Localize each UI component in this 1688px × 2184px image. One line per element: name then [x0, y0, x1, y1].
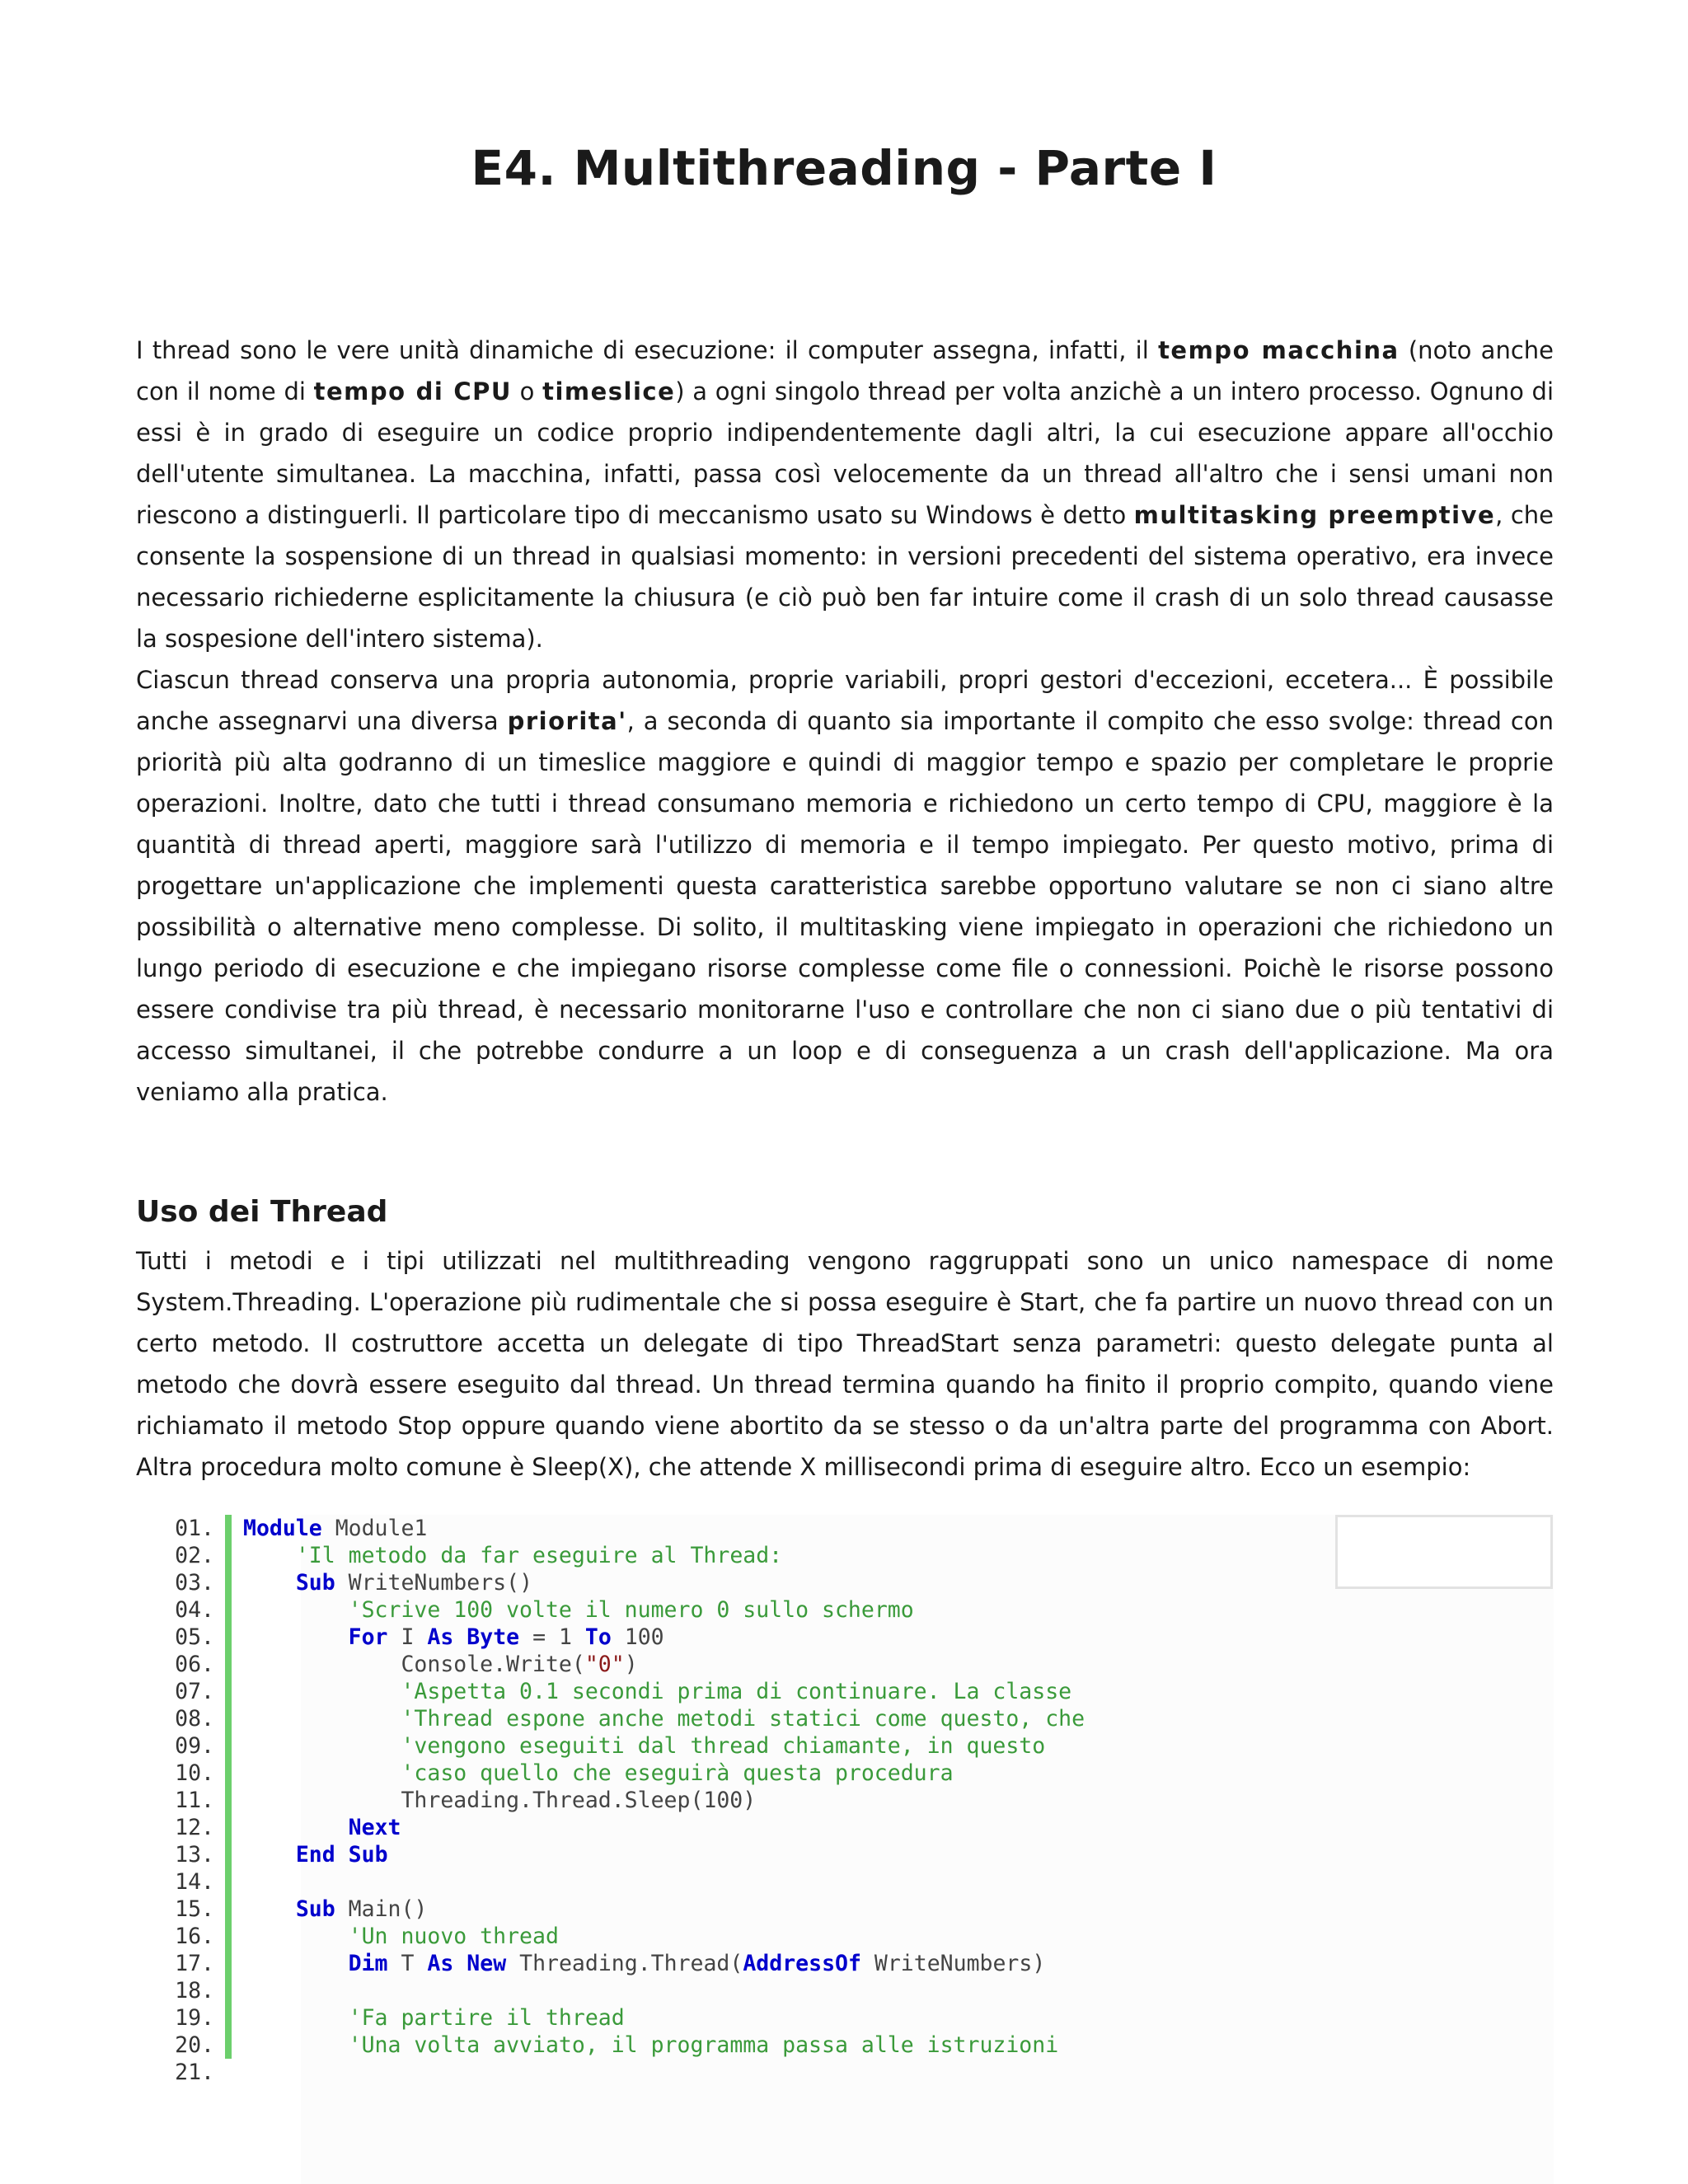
code-comment: 'Fa partire il thread: [348, 2005, 625, 2031]
code-text: [243, 1760, 954, 1786]
code-token: [243, 2005, 349, 2031]
code-text: [243, 1706, 1085, 1732]
code-line: [136, 1542, 782, 1569]
code-text: [243, 1543, 782, 1568]
code-line: [136, 1569, 532, 1596]
line-number: 19.: [175, 2005, 214, 2031]
gutter-bar: [225, 1841, 232, 1868]
code-token: Console.Write(: [243, 1652, 585, 1677]
code-token: [243, 1624, 349, 1650]
code-text: [243, 1815, 401, 1840]
code-text: [243, 1652, 638, 1677]
code-text: [243, 1788, 756, 1813]
text-run: I thread sono le vere unità dinamiche di esecuzione: il computer assegna, infatti, il: [136, 336, 1159, 364]
bold-term: priorita': [507, 707, 627, 735]
section-paragraph: Tutti i metodi e i tipi utilizzati nel multithreading vengono raggruppati sono un unico namespace di nome System.Threading. L'operazione più rudimentale che si possa eseguire è Start, che fa partire un nuovo thread con un certo metodo. Il costruttore accetta un delegate di tipo ThreadStart senza parametri: questo delegate punta al metodo che dovrà essere eseguito dal thread. Un thread termina quando ha finito il proprio compito, quando viene richiamato il metodo Stop oppure quando viene abortito da se stesso o da un'altra parte del programma con Abort. Altra procedura molto comune è Sleep(X), che attende X millisecondi prima di eseguire altro. Ecco un esempio:: [136, 1247, 1554, 1481]
code-token: Threading.Thread(: [506, 1951, 743, 1976]
code-text: [243, 2032, 1058, 2058]
line-number: 07.: [175, 1679, 214, 1704]
line-number: 18.: [175, 1978, 214, 2004]
code-line: [136, 1678, 1071, 1705]
text-run: ) a ogni singolo thread per volta anzichè a un intero processo. Ognuno di essi è in grado di eseguire un codice proprio indipendentemente dagli altri, la cui esecuzione appare all'occhio dell'utente simultanea. La macchina, infatti, passa così velocemente da un thread all'altro che i sensi umani non riescono a distinguerli. Il particolare tipo di meccanismo usato su Windows è detto: [136, 377, 1554, 529]
code-line: [136, 1732, 1045, 1760]
gutter-bar: [225, 1678, 232, 1705]
code-line: [136, 2032, 1058, 2059]
gutter-bar: [225, 1950, 232, 1977]
code-keyword: New: [467, 1951, 507, 1976]
code-line: [136, 2004, 625, 2032]
line-number: 13.: [175, 1842, 214, 1868]
code-token: [243, 1597, 349, 1623]
code-token: [243, 1570, 296, 1596]
gutter-bar: [225, 1732, 232, 1760]
code-line: [136, 1896, 427, 1923]
code-comment: 'Aspetta 0.1 secondi prima di continuare. La classe: [401, 1679, 1072, 1704]
line-number: 17.: [175, 1951, 214, 1976]
gutter-bar: [225, 1896, 232, 1923]
gutter-bar: [225, 1624, 232, 1651]
code-line: [136, 1841, 388, 1868]
line-number: 09.: [175, 1733, 214, 1759]
text-run: (noto anche con il nome di: [136, 336, 1554, 405]
code-token: [453, 1951, 467, 1976]
gutter-bar: [225, 1977, 232, 2004]
gutter-bar: [225, 1651, 232, 1678]
bold-term: timeslice: [542, 377, 676, 405]
gutter-bar: [225, 1515, 232, 1542]
code-line: [136, 1596, 914, 1624]
code-keyword: Dim: [348, 1951, 388, 1976]
gutter-bar: [225, 1569, 232, 1596]
code-token: [243, 1842, 296, 1868]
code-token: [243, 1543, 296, 1568]
code-token: WriteNumbers(): [335, 1570, 533, 1596]
code-comment: 'Thread espone anche metodi statici come questo, che: [401, 1706, 1085, 1732]
bold-term: tempo di CPU: [313, 377, 512, 405]
intro-paragraph-1: [136, 330, 1554, 659]
section-heading: Uso dei Thread: [136, 1195, 388, 1229]
code-keyword: As: [427, 1624, 454, 1650]
code-line: [136, 1923, 559, 1950]
gutter-bar: [225, 2059, 232, 2086]
code-keyword: Sub: [295, 1896, 335, 1922]
code-line: [136, 1624, 664, 1651]
code-token: [243, 2032, 349, 2058]
gutter-bar: [225, 1787, 232, 1814]
bold-term: multitasking preemptive: [1133, 501, 1496, 529]
code-block: [136, 1515, 1554, 2184]
code-token: [243, 1924, 349, 1949]
gutter-bar: [225, 1868, 232, 1896]
code-line: [136, 1868, 243, 1896]
gutter-bar: [225, 1760, 232, 1787]
code-token: [243, 1733, 401, 1759]
code-keyword: Module: [243, 1516, 322, 1541]
code-keyword: Sub: [295, 1570, 335, 1596]
line-number: 03.: [175, 1570, 214, 1596]
code-text: [243, 1896, 427, 1922]
code-line: [136, 1977, 243, 2004]
code-comment: 'caso quello che eseguirà questa procedura: [401, 1760, 954, 1786]
code-text: [243, 1624, 664, 1650]
line-number: 12.: [175, 1815, 214, 1840]
code-text: [243, 1516, 427, 1541]
code-text: [243, 1842, 388, 1868]
code-token: WriteNumbers): [860, 1951, 1046, 1976]
gutter-bar: [225, 1596, 232, 1624]
code-token: I: [387, 1624, 428, 1650]
ad-placeholder-box: [1335, 1515, 1553, 1589]
code-text: [243, 1679, 1071, 1704]
code-token: ): [624, 1652, 638, 1677]
line-number: 15.: [175, 1896, 214, 1922]
code-text: [243, 1733, 1045, 1759]
code-token: Main(): [335, 1896, 428, 1922]
code-token: T: [387, 1951, 428, 1976]
line-number: 10.: [175, 1760, 214, 1786]
text-run: o: [511, 377, 543, 405]
code-token: [453, 1624, 467, 1650]
code-token: Threading.Thread.Sleep(100): [243, 1788, 757, 1813]
line-number: 08.: [175, 1706, 214, 1732]
code-text: [243, 2005, 625, 2031]
code-token: [335, 1842, 349, 1868]
code-token: 100: [611, 1624, 664, 1650]
code-line: [136, 2059, 243, 2086]
code-token: [243, 1706, 401, 1732]
code-line: [136, 1651, 638, 1678]
code-keyword: Sub: [348, 1842, 388, 1868]
code-line: [136, 1814, 401, 1841]
code-token: Module1: [321, 1516, 428, 1541]
code-comment: 'vengono eseguiti dal thread chiamante, in questo: [401, 1733, 1046, 1759]
line-number: 01.: [175, 1516, 214, 1541]
code-line: [136, 1760, 954, 1787]
code-text: [243, 1924, 559, 1949]
bold-term: tempo macchina: [1158, 336, 1400, 364]
code-comment: 'Il metodo da far eseguire al Thread:: [295, 1543, 783, 1568]
code-text: [243, 1570, 532, 1596]
text-run: , che consente la sospensione di un thread in qualsiasi momento: in versioni precedenti del sistema operativo, era invece necessario richiederne esplicitamente la chiusura (e ciò può ben far intuire come il crash di un solo thread causasse la sospesione dell'intero sistema).: [136, 501, 1554, 653]
code-line: [136, 1515, 427, 1542]
code-string: "0": [584, 1652, 625, 1677]
gutter-bar: [225, 1923, 232, 1950]
code-token: [243, 1896, 296, 1922]
gutter-bar: [225, 1814, 232, 1841]
code-comment: 'Scrive 100 volte il numero 0 sullo schermo: [348, 1597, 914, 1623]
line-number: 05.: [175, 1624, 214, 1650]
gutter-bar: [225, 1705, 232, 1732]
line-number: 02.: [175, 1543, 214, 1568]
code-keyword: AddressOf: [743, 1951, 861, 1976]
gutter-bar: [225, 2004, 232, 2032]
code-token: [243, 1951, 349, 1976]
line-number: 06.: [175, 1652, 214, 1677]
code-line: [136, 1787, 756, 1814]
intro-paragraph-2: [136, 659, 1554, 1113]
code-keyword: End: [295, 1842, 335, 1868]
line-number: 16.: [175, 1924, 214, 1949]
code-line: [136, 1705, 1085, 1732]
code-keyword: For: [348, 1624, 388, 1650]
text-run: Ciascun thread conserva una propria autonomia, proprie variabili, propri gestori d'eccezioni, eccetera... È possibile anche assegnarvi una diversa: [136, 666, 1554, 735]
gutter-bar: [225, 2032, 232, 2059]
page-title: E4. Multithreading - Parte I: [471, 140, 1217, 196]
code-text: [243, 1597, 914, 1623]
intro-text: [136, 330, 1554, 1113]
line-number: 14.: [175, 1869, 214, 1895]
code-comment: 'Una volta avviato, il programma passa alle istruzioni: [348, 2032, 1059, 2058]
gutter-bar: [225, 1542, 232, 1569]
line-number: 04.: [175, 1597, 214, 1623]
code-token: = 1: [519, 1624, 585, 1650]
code-keyword: Next: [348, 1815, 401, 1840]
code-keyword: To: [584, 1624, 612, 1650]
line-number: 20.: [175, 2032, 214, 2058]
code-comment: 'Un nuovo thread: [348, 1924, 559, 1949]
code-line: [136, 1950, 1045, 1977]
code-token: [243, 1760, 401, 1786]
code-token: [243, 1679, 401, 1704]
text-run: , a seconda di quanto sia importante il compito che esso svolge: thread con priorità più alta godranno di un timeslice maggiore e quindi di maggior tempo e spazio per completare le proprie operazioni. Inoltre, dato che tutti i thread consumano memoria e richiedono un certo tempo di CPU, maggiore è la quantità di thread aperti, maggiore sarà l'utilizzo di memoria e il tempo impiegato. Per questo motivo, prima di progettare un'applicazione che implementi questa caratteristica sarebbe opportuno valutare se non ci siano altre possibilità o alternative meno complesse. Di solito, il multitasking viene impiegato in operazioni che richiedono un lungo periodo di esecuzione e che impiegano risorse complesse come file o connessioni. Poichè le risorse possono essere condivise tra più thread, è necessario monitorarne l'uso e controllare che non ci siano due o più tentativi di accesso simultanei, il che potrebbe condurre a un loop e di conseguenza a un crash dell'applicazione. Ma ora veniamo alla pratica.: [136, 707, 1554, 1106]
code-keyword: As: [427, 1951, 454, 1976]
code-keyword: Byte: [467, 1624, 520, 1650]
line-number: 21.: [175, 2060, 214, 2085]
code-token: [243, 1815, 349, 1840]
line-number: 11.: [175, 1788, 214, 1813]
code-text: [243, 1951, 1045, 1976]
section-text: [136, 1240, 1554, 1488]
